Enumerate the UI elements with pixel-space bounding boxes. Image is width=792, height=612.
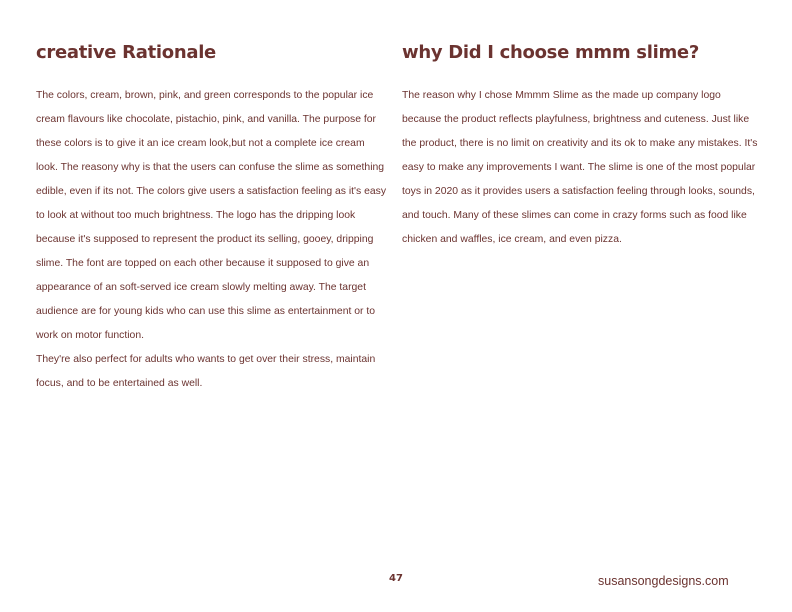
why-mmm-slime-section: [402, 40, 760, 252]
why-mmm-slime-heading: why Did I choose mmm slime?: [402, 42, 699, 63]
creative-rationale-section: [36, 40, 388, 396]
website-url: susansongdesigns.com: [598, 574, 729, 588]
creative-rationale-paragraph: The colors, cream, brown, pink, and green corresponds to the popular ice cream flavours like chocolate, pistachio, pink, and vanilla. The purpose for these colors is to give it an ice cream look,but not a complete ice cream look. The reasony why is that the users can confuse the slime as something edible, even if its not. The colors give users a satisfaction feeling as it's easy to look at without too much brightness. The logo has the dripping look because it's supposed to represent the product its selling, gooey, dripping slime. The font are topped on each other because it supposed to give an appearance of an soft-served ice cream slowly melting away. The target audience are for young kids who can use this slime as entertainment or to work on motor function.: [36, 90, 387, 341]
creative-rationale-paragraph-adults: They're also perfect for adults who wants to get over their stress, maintain focus, and to be entertained as well.: [36, 354, 376, 389]
page-number: 47: [389, 573, 403, 584]
creative-rationale-heading: creative Rationale: [36, 42, 216, 63]
why-mmm-slime-paragraph: The reason why I chose Mmmm Slime as the made up company logo because the product reflects playfulness, brightness and cuteness. Just like the product, there is no limit on creativity and its ok to make any mistakes. It's easy to make any improvements I want. The slime is one of the most popular toys in 2020 as it provides users a satisfaction feeling through looks, sounds, and touch. Many of these slimes can come in crazy forms such as food like chicken and waffles, ice cream, and even pizza.: [402, 90, 758, 245]
